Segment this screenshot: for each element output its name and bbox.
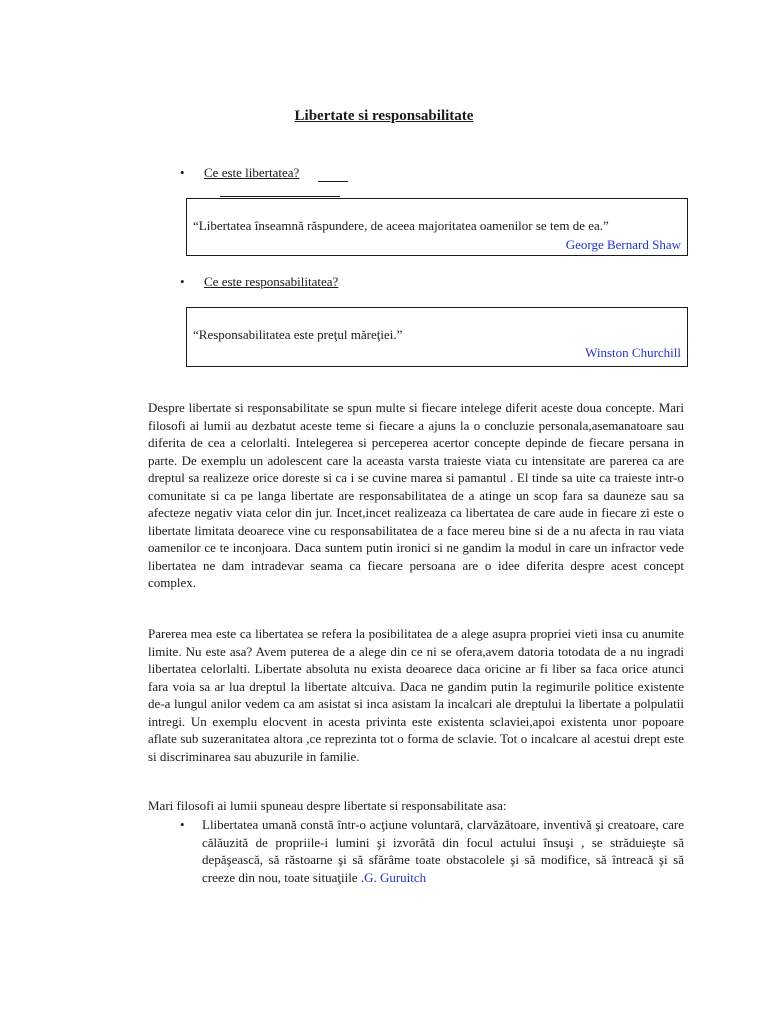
quote-list — [148, 816, 684, 886]
quote-box-shaw — [186, 198, 688, 256]
bullet-dot-icon: • — [180, 165, 185, 180]
list-item-text: Llibertatea umană constă într-o acţiune voluntară, clarvăzătoare, inventivă şi creatoare, care călăuzită de propriile-i lumini şi izvorâtă din focul actului însuşi , se străduieşte să depăşească, să răstoarne şi să sfărâme toate obstacolele şi să modifice, să întreacă şi să creeze din nou, toate situaţiile . — [202, 817, 684, 885]
bullet-question-freedom — [180, 165, 299, 181]
underline-trail — [318, 181, 348, 182]
paragraph-philosophers: Mari filosofi ai lumii spuneau despre libertate si responsabilitate asa: — [148, 798, 507, 813]
author-shaw: George Bernard Shaw — [565, 237, 681, 252]
list-item — [148, 816, 684, 886]
paragraph-intro: Despre libertate si responsabilitate se spun multe si fiecare intelege diferit aceste doua concepte. Mari filosofi ai lumii au dezbatut aceste teme si fiecare a ajuns la o concluzie personala,asemanatoare sau diferita de cea a celorlalti. Intelegerea si perceperea acertor concepte depinde de fiecare persana in parte. De exemplu un adolescent care la aceasta varsta traieste viata cu intensitate are parerea ca are dreptul sa realizeze orice doreste si ca i se cuvine marea si pamantul . El tinde sa uite ca traieste intr-o comunitate si ca pe langa libertate are responsabilitatea de a atinge un scop fara sa dauneze sau sa afecteze negativ viata celor din jur. Incet,incet realizeaza ca libertatea de care aude in fiecare zi este o libertate limitata deoarece vine cu responsabilitatea de a face mereu bine si de a nu afecta in rau viata oamenilor ce te inconjoara. Daca suntem putin ironici si ne gandim la modul in care un infractor vede libertatea ne dam intradevar seama ca fiecare persoana are o idee diferita despre acest concept complex. — [148, 400, 684, 590]
quote-shaw: “Libertatea înseamnă răspundere, de aceea majoritatea oamenilor se tem de ea.” — [193, 218, 609, 233]
question-responsibility: Ce este responsabilitatea? — [204, 274, 339, 289]
quote-box-churchill — [186, 307, 688, 367]
bullet-dot-icon: • — [180, 274, 185, 289]
bullet-question-responsibility — [180, 274, 338, 290]
document-title: Libertate si responsabilitate — [294, 108, 474, 124]
question-freedom: Ce este libertatea? — [204, 165, 300, 180]
list-item-author: G. Guruitch — [364, 869, 427, 885]
quote-churchill: “Responsabilitatea este preţul măreţiei.” — [193, 327, 403, 342]
bullet-dot-icon: • — [180, 817, 185, 832]
paragraph-opinion: Parerea mea este ca libertatea se refera la posibilitatea de a alege asupra propriei vieti insa cu anumite limite. Nu este asa? Avem puterea de a alege din ce ni se ofera,avem datoria totodata de a nu ingradi libertatea celorlalti. Libertate absoluta nu exista deoarece daca oricine ar fi liber sa faca orice atunci fara voia sa ar lua dreptul la libertate altcuiva. Daca ne gandim putin la regimurile politice existente de-a lungul anilor vedem ca am asistat si inca asistam la incalcari ale dreptului la libertate a polpulatii intregi. Un exemplu elocvent in acesta privinta este existenta sclaviei,apoi existenta unor popoare aflate sub suzeranitatea altora ,ce reprezinta tot o forma de sclavie. Tot o incalcare al acestui drept este si discriminarea sau abuzurile in familie. — [148, 626, 684, 764]
author-churchill: Winston Churchill — [585, 345, 681, 360]
underline-rule — [220, 196, 340, 197]
